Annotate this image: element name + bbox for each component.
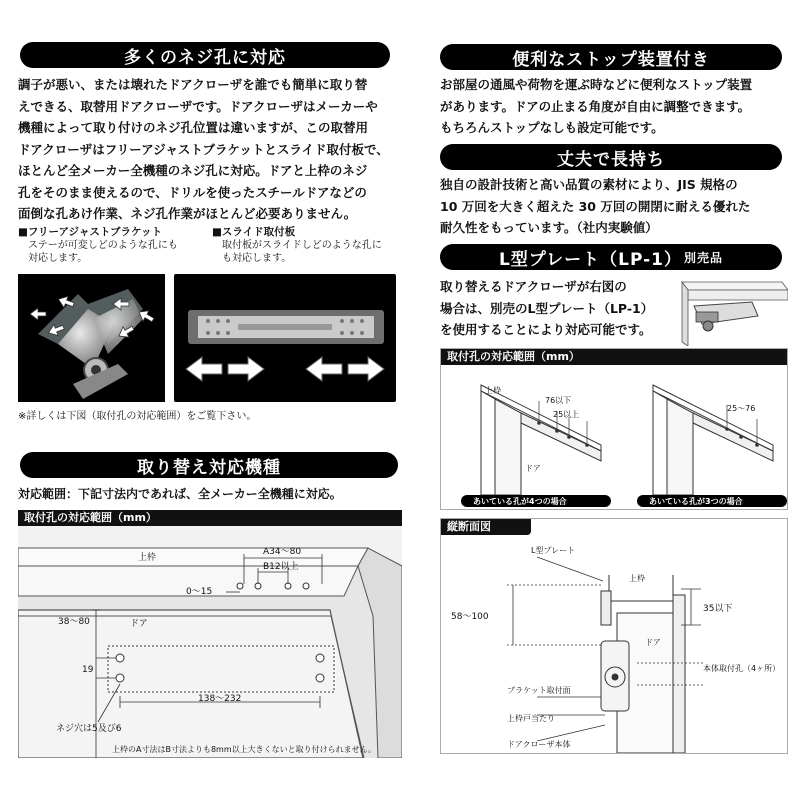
dim-35-label: 35以下 — [703, 604, 733, 614]
dim-76-label: 76以下 — [545, 396, 572, 405]
door-label: ドア — [130, 619, 148, 629]
dim-e-label: 19 — [82, 665, 94, 675]
header-text: 丈夫で長持ち — [557, 149, 665, 170]
header-text: 多くのネジ孔に対応 — [124, 47, 286, 68]
header-sub: 別売品 — [684, 250, 724, 265]
slide-plate-photo — [174, 274, 396, 402]
header-text: 便利なストップ装置付き — [512, 49, 710, 70]
dim-a-label: A34〜80 — [263, 547, 302, 557]
l-plate-label: L型プレート — [531, 546, 576, 555]
durable-paragraph: 独自の設計技術と高い品質の素材により、JIS 規格の 10 万回を大きく超えた 30 万回の開閉に耐える優れた 耐久性をもっています。（社内実験値） — [440, 177, 751, 235]
header-compatible-models — [20, 452, 398, 478]
header-stop-device — [440, 44, 782, 70]
header-text: L型プレート（LP-1） — [498, 249, 682, 270]
compat-text: 対応範囲：下記寸法内であれば、全メーカー全機種に対応。 — [18, 487, 342, 501]
l-plate-illustration — [672, 276, 788, 346]
cross-section-diagram — [440, 518, 788, 754]
dim-58-100-label: 58〜100 — [451, 612, 489, 622]
bracket-photo — [18, 274, 165, 402]
dim-c-label: 0〜15 — [186, 587, 213, 597]
case-3-holes-label: あいている孔が3つの場合 — [649, 497, 743, 506]
header-durable — [440, 144, 782, 170]
dim-d-label: 38〜80 — [58, 617, 90, 627]
diagram-title: 取付孔の対応範囲（mm） — [441, 349, 787, 365]
frame-label: 上枠 — [138, 553, 157, 563]
dim-25-label: 25以上 — [553, 410, 580, 419]
dim-b-label: B12以上 — [263, 562, 299, 572]
case-4-holes-label: あいている孔が4つの場合 — [473, 497, 567, 506]
stop-device-paragraph: お部屋の通風や荷物を運ぶ時などに便利なストップ装置 があります。ドアの止まる角度が自由に調整できます。 もちろんストップなしも設定可能です。 — [440, 77, 753, 135]
header-multiple-screw-holes — [20, 42, 390, 68]
mounting-range-diagram — [18, 510, 402, 758]
frame-label: 上枠 — [629, 574, 645, 583]
frame-stop-label: 上枠戸当たり — [507, 714, 555, 723]
mounting-range-diagram-right — [440, 348, 788, 510]
intro-paragraph: 調子が悪い、または壊れたドアクローザを誰でも簡単に取り替 えできる、取替用ドアクローザです。ドアクローザはメーカーや 機種によって取り付けのネジ孔位置は違いますが、この取替用 ドアクローザはフリーアジャストブラケットとスライド取付板で、 ほとんど全メーカー全機種のネジ孔に対応。ドアと上枠のネジ 孔をそのまま使えるので、ドリルを使ったスチールドアなどの 面倒な孔あけ作業、ネジ孔作業がほとんど必要ありません。 — [18, 77, 389, 221]
feature-free-adjust-bracket: ■フリーアジャストブラケット ステーが可変しどのような孔にも 対応します。 — [18, 226, 178, 264]
l-plate-paragraph: 取り替えるドアクローザが右図の 場合は、別売のL型プレート（LP-1） を使用することにより対応可能です。 — [440, 279, 654, 337]
closer-body-label: ドアクローザ本体 — [507, 740, 571, 749]
dim-f-label: 138〜232 — [198, 694, 242, 704]
dim-25-76-label: 25〜76 — [727, 404, 756, 413]
screw-label: ネジ穴は5及び6 — [56, 724, 122, 734]
diagram-title: 縦断面図 — [441, 519, 531, 535]
door-label: ドア — [525, 464, 541, 473]
frame-label: 上枠 — [485, 386, 501, 395]
header-text: 取り替え対応機種 — [137, 457, 281, 478]
diagram-footnote: 上枠のA寸法はB寸法よりも8mm以上大きくないと取り付けられません。 — [112, 745, 377, 754]
holes-label: 本体取付孔（4ヶ所） — [703, 664, 781, 673]
feature-slide-plate: ■スライド取付板 取付板がスライドしどのような孔に も対応します。 — [212, 226, 382, 264]
header-l-plate — [440, 244, 782, 270]
note-see-diagram: ※詳しくは下図（取付孔の対応範囲）をご覧下さい。 — [18, 411, 257, 422]
diagram-title: 取付孔の対応範囲（mm） — [18, 510, 402, 526]
door-label: ドア — [645, 638, 661, 647]
bracket-surface-label: ブラケット取付面 — [507, 686, 571, 695]
